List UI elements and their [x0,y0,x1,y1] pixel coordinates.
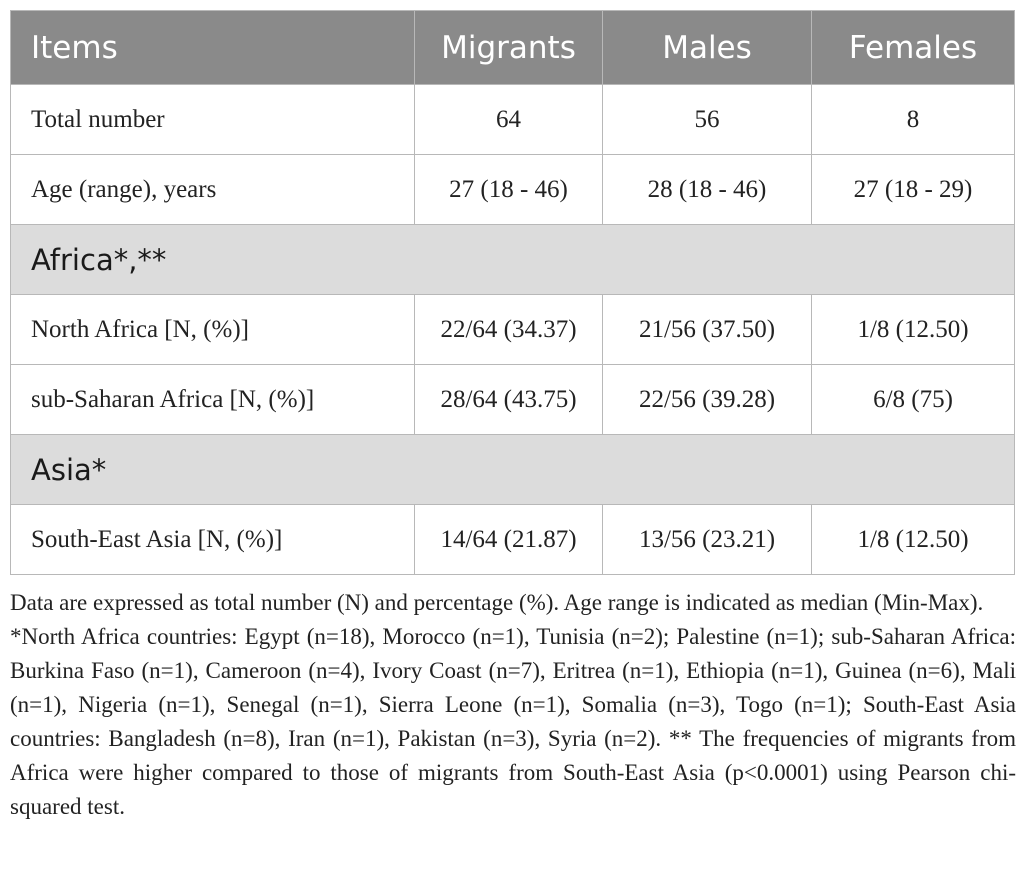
section-row-africa [11,225,1015,295]
migrants-table [10,10,1015,575]
section-row-asia [11,435,1015,505]
header-females: Females [812,11,1015,85]
table-row [11,295,1015,365]
table-row [11,505,1015,575]
cell-males: 56 [603,85,812,155]
data-note: Data are expressed as total number (N) and percentage (%). Age range is indicated as median (Min-Max). [10,590,984,615]
table-row [11,155,1015,225]
cell-females: 1/8 (12.50) [812,505,1015,575]
table-footnotes [10,586,1016,824]
header-items: Items [11,11,415,85]
cell-males: 13/56 (23.21) [603,505,812,575]
row-label: North Africa [N, (%)] [11,295,415,365]
header-migrants: Migrants [415,11,603,85]
cell-females: 8 [812,85,1015,155]
cell-females: 6/8 (75) [812,365,1015,435]
cell-migrants: 64 [415,85,603,155]
header-males: Males [603,11,812,85]
row-label: South-East Asia [N, (%)] [11,505,415,575]
cell-females: 27 (18 - 29) [812,155,1015,225]
row-label: Total number [11,85,415,155]
table-row [11,365,1015,435]
cell-males: 22/56 (39.28) [603,365,812,435]
section-label: Asia* [11,435,1015,505]
cell-males: 28 (18 - 46) [603,155,812,225]
cell-migrants: 27 (18 - 46) [415,155,603,225]
row-label: Age (range), years [11,155,415,225]
section-label: Africa*,** [11,225,1015,295]
cell-males: 21/56 (37.50) [603,295,812,365]
cell-females: 1/8 (12.50) [812,295,1015,365]
cell-migrants: 14/64 (21.87) [415,505,603,575]
row-label: sub-Saharan Africa [N, (%)] [11,365,415,435]
cell-migrants: 28/64 (43.75) [415,365,603,435]
table-row [11,85,1015,155]
table-header-row [11,11,1015,85]
countries-note: *North Africa countries: Egypt (n=18), Morocco (n=1), Tunisia (n=2); Palestine (n=1); sub-Saharan Africa: Burkina Faso (n=1), Cameroon (n=4), Ivory Coast (n=7), Eritrea (n=1), Ethiopia (n=1), Guinea (n=6), Mali (n=1), Nigeria (n=1), Senegal (n=1), Sierra Leone (n=1), Somalia (n=3), Togo (n=1); South-East Asia countries: Bangladesh (n=8), Iran (n=1), Pakistan (n=3), Syria (n=2). ** The frequencies of migrants from Africa were higher compared to those of migrants from South-East Asia (p<0.0001) using Pearson chi-squared test. [10,624,1016,819]
cell-migrants: 22/64 (34.37) [415,295,603,365]
